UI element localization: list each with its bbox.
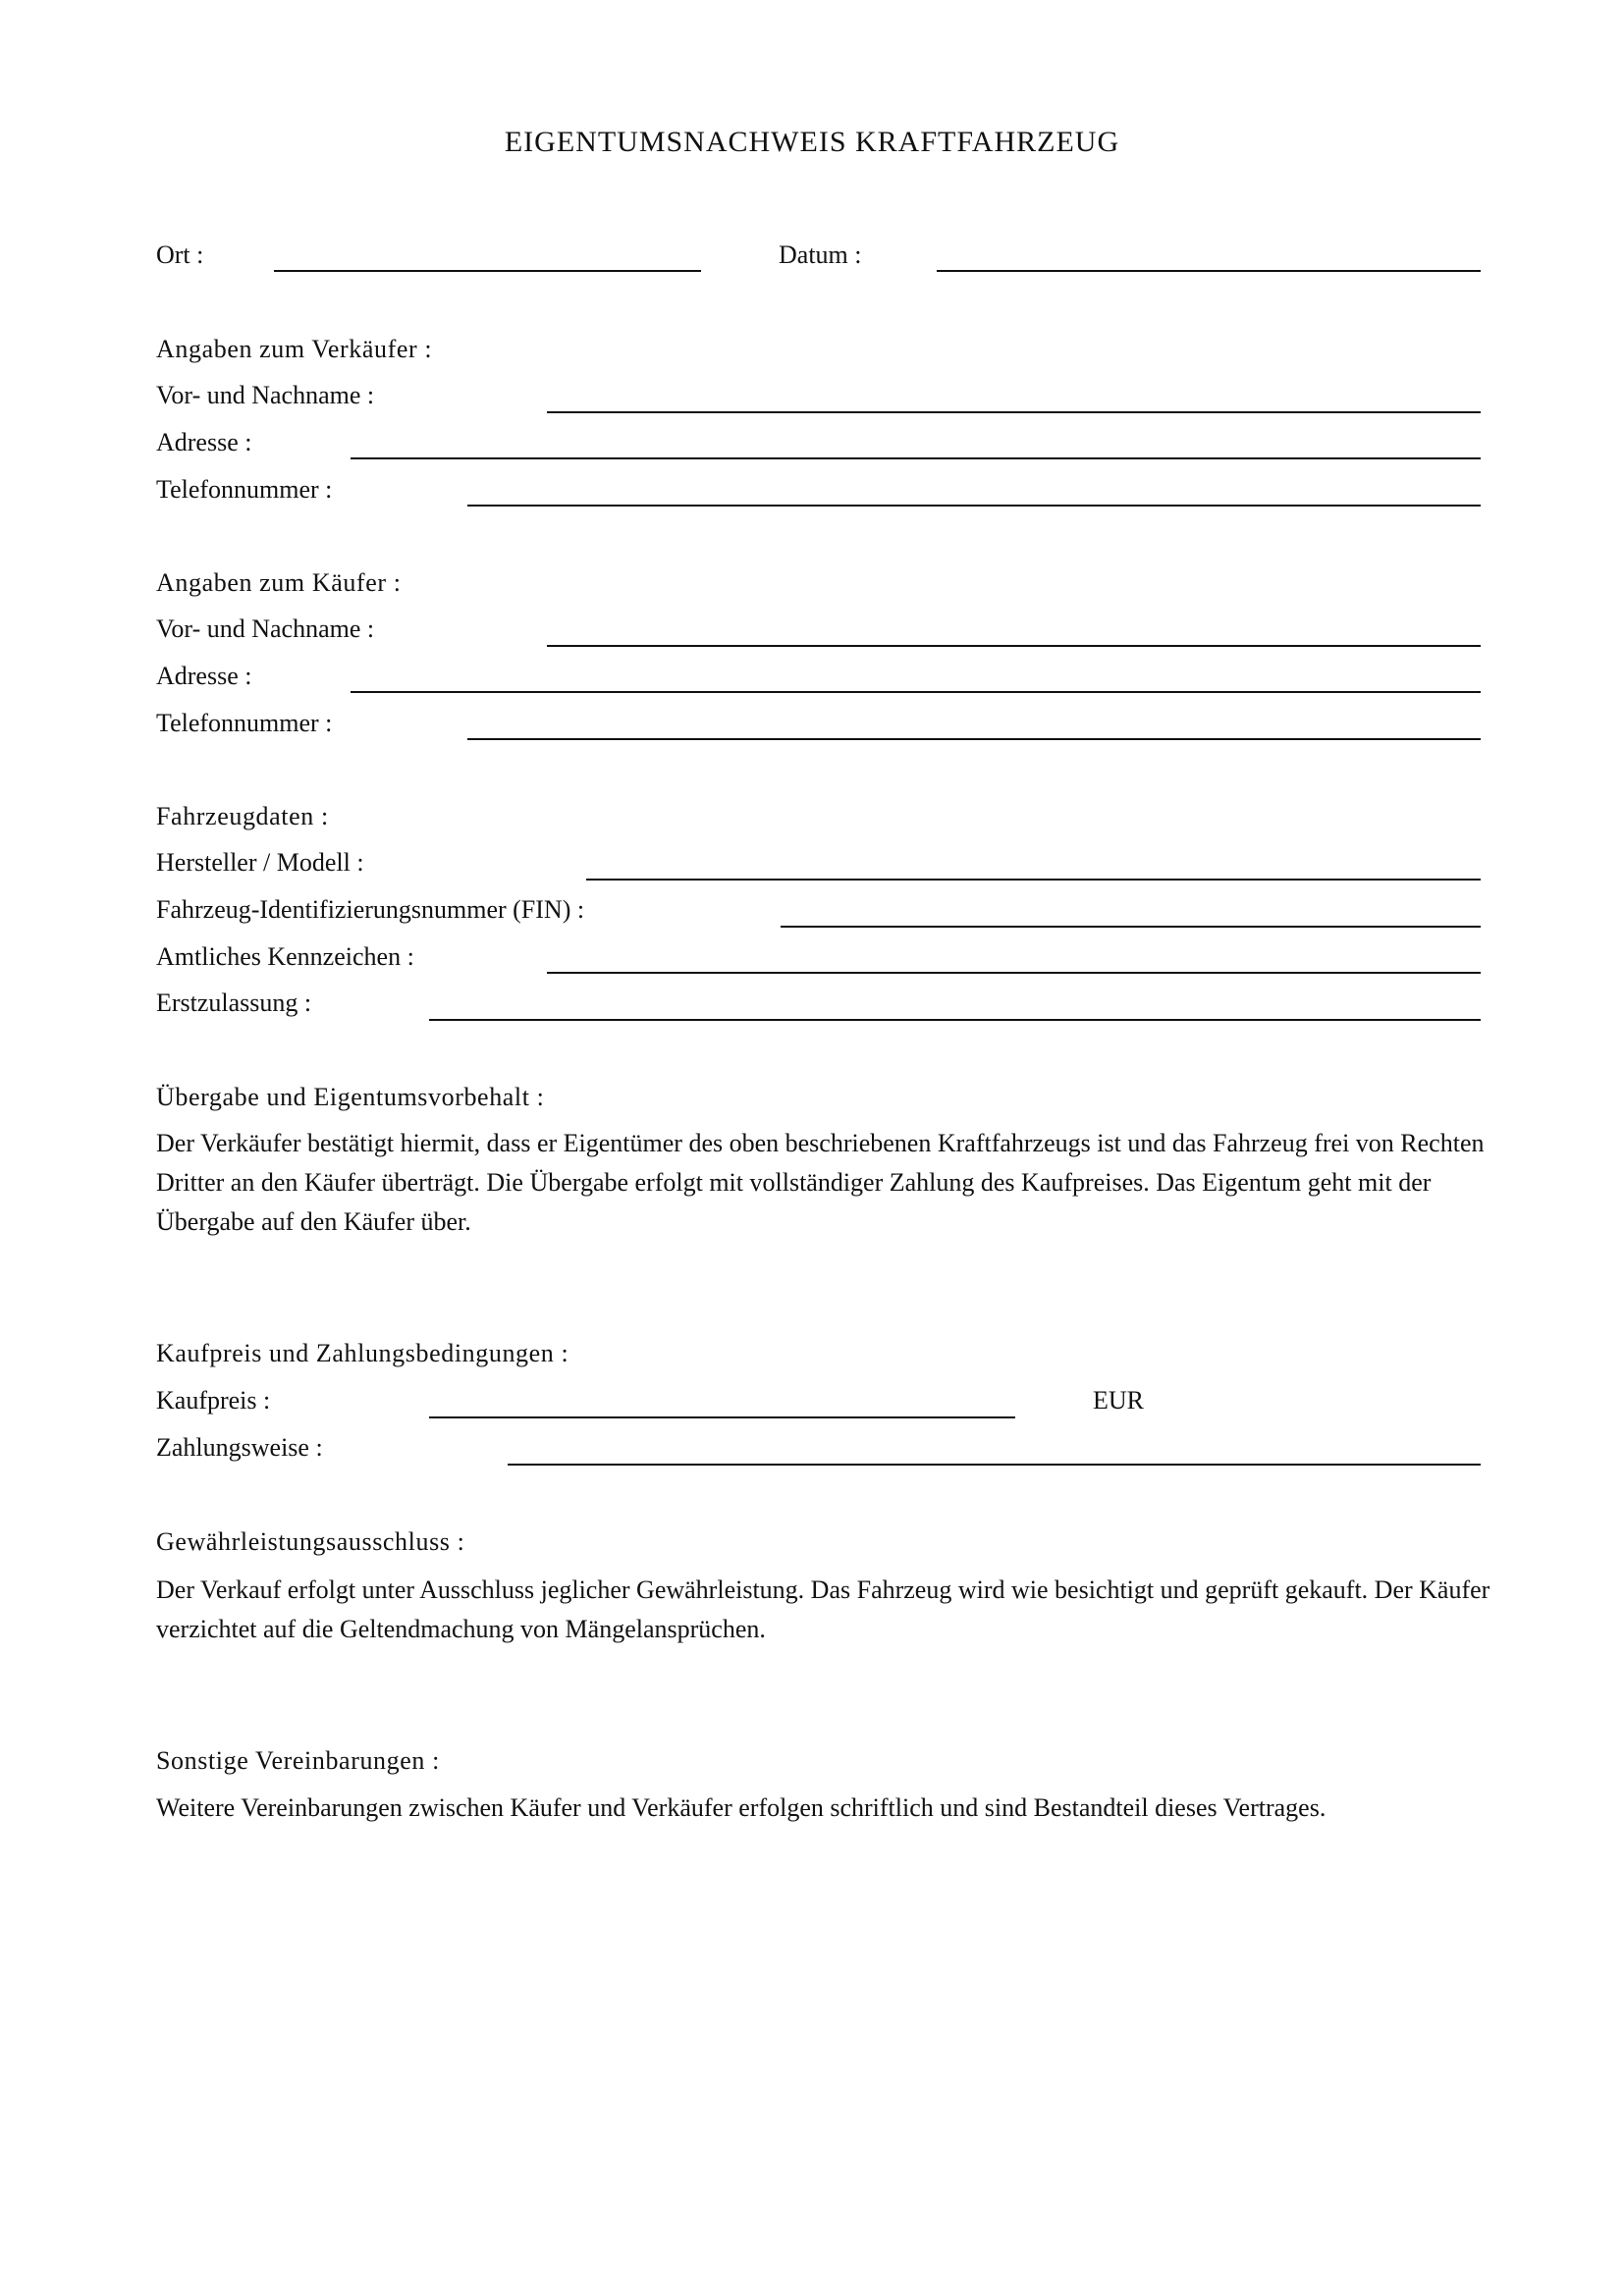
vehicle-heading: Fahrzeugdaten : [156,802,329,830]
currency-label: EUR [1093,1386,1144,1415]
seller-name-field[interactable] [547,411,1481,413]
vehicle-plate-field[interactable] [547,972,1481,974]
buyer-address-label: Adresse : [156,662,252,690]
vehicle-registration-label: Erstzulassung : [156,988,312,1017]
ort-label: Ort : [156,240,204,269]
seller-phone-field[interactable] [467,505,1481,507]
other-text: Weitere Vereinbarungen zwischen Käufer und Verkäufer erfolgen schriftlich und sind Bestandteil dieses Vertrages. [156,1793,1326,1822]
vehicle-model-label: Hersteller / Modell : [156,848,364,877]
datum-field[interactable] [937,270,1481,272]
buyer-heading: Angaben zum Käufer : [156,568,402,597]
handover-text: Der Verkäufer bestätigt hiermit, dass er Eigentümer des oben beschriebenen Kraftfahrzeugs ist und das Fahrzeug frei von Rechten Dritter an den Käufer überträgt. Die Übergabe erfolgt mit vollständiger Zahlung des Kaufpreises. Das Eigentum geht mit der Übergabe auf den Käufer über. [156,1129,1485,1236]
datum-label: Datum : [779,240,862,269]
vehicle-model-field[interactable] [586,879,1481,881]
buyer-phone-label: Telefonnummer : [156,709,333,737]
seller-name-label: Vor- und Nachname : [156,381,375,409]
buyer-address-field[interactable] [351,691,1481,693]
seller-phone-label: Telefonnummer : [156,475,333,504]
payment-field[interactable] [508,1464,1481,1466]
ort-field[interactable] [274,270,701,272]
vehicle-plate-label: Amtliches Kennzeichen : [156,942,414,971]
handover-heading: Übergabe und Eigentumsvorbehalt : [156,1083,545,1111]
seller-heading: Angaben zum Verkäufer : [156,335,433,363]
seller-address-field[interactable] [351,457,1481,459]
document-title: EIGENTUMSNACHWEIS KRAFTFAHRZEUG [504,126,1120,158]
other-heading: Sonstige Vereinbarungen : [156,1746,440,1775]
vehicle-vin-field[interactable] [781,926,1481,928]
price-field[interactable] [429,1416,1015,1418]
buyer-name-field[interactable] [547,645,1481,647]
vehicle-vin-label: Fahrzeug-Identifizierungsnummer (FIN) : [156,895,585,924]
buyer-phone-field[interactable] [467,738,1481,740]
price-heading: Kaufpreis und Zahlungsbedingungen : [156,1339,569,1367]
buyer-name-label: Vor- und Nachname : [156,614,375,643]
vehicle-registration-field[interactable] [429,1019,1481,1021]
price-label: Kaufpreis : [156,1386,271,1415]
payment-label: Zahlungsweise : [156,1433,323,1462]
warranty-heading: Gewährleistungsausschluss : [156,1527,465,1556]
seller-address-label: Adresse : [156,428,252,456]
warranty-text: Der Verkauf erfolgt unter Ausschluss jeglicher Gewährleistung. Das Fahrzeug wird wie besichtigt und geprüft gekauft. Der Käufer verzichtet auf die Geltendmachung von Mängelansprüchen. [156,1575,1490,1643]
